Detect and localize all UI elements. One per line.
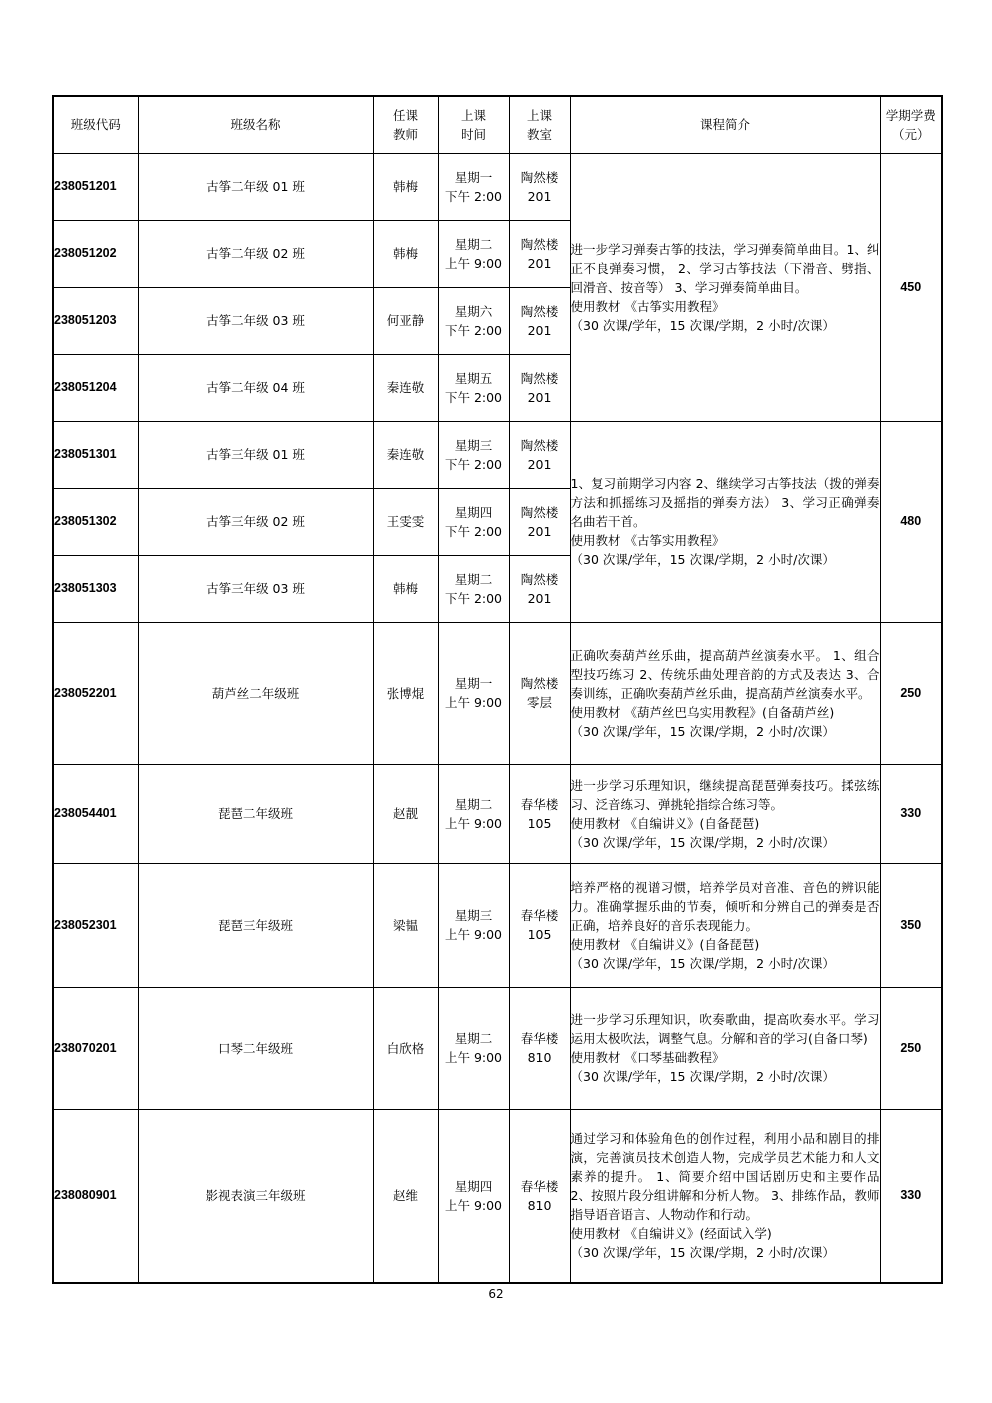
classroom: 陶然楼 201 <box>509 287 570 354</box>
class-name: 古筝二年级 04 班 <box>138 354 373 421</box>
header-semester-fee: 学期学费 （元） <box>880 96 942 153</box>
teacher-name: 梁韫 <box>373 863 438 987</box>
class-time: 星期四 下午 2:00 <box>438 488 509 555</box>
class-code: 238051302 <box>53 488 138 555</box>
class-time: 星期一 上午 9:00 <box>438 622 509 764</box>
table-row <box>53 1109 942 1283</box>
class-time: 星期二 下午 2:00 <box>438 555 509 622</box>
table-header-row <box>53 96 942 153</box>
teacher-name: 韩梅 <box>373 555 438 622</box>
course-description: 进一步学习乐理知识，吹奏歌曲，提高吹奏水平。学习运用太极吹法，调整气息。分解和音的学习(自备口琴) 使用教材 《口琴基础教程》 （30 次课/学年，15 次课/学期，2 小时/次课） <box>570 987 880 1109</box>
class-code: 238051203 <box>53 287 138 354</box>
classroom: 陶然楼 201 <box>509 220 570 287</box>
header-teacher: 任课 教师 <box>373 96 438 153</box>
classroom: 春华楼 810 <box>509 987 570 1109</box>
teacher-name: 白欣格 <box>373 987 438 1109</box>
class-time: 星期二 上午 9:00 <box>438 764 509 863</box>
classroom: 春华楼 105 <box>509 764 570 863</box>
semester-fee: 250 <box>880 987 942 1109</box>
class-name: 古筝三年级 02 班 <box>138 488 373 555</box>
header-course-description: 课程简介 <box>570 96 880 153</box>
class-name: 古筝二年级 03 班 <box>138 287 373 354</box>
header-class-code: 班级代码 <box>53 96 138 153</box>
table-row <box>53 622 942 764</box>
class-name: 古筝二年级 02 班 <box>138 220 373 287</box>
semester-fee: 330 <box>880 764 942 863</box>
classroom: 春华楼 810 <box>509 1109 570 1283</box>
class-code: 238051201 <box>53 153 138 220</box>
class-code: 238080901 <box>53 1109 138 1283</box>
course-description: 通过学习和体验角色的创作过程，利用小品和剧目的排演，完善演员技术创造人物，完成学员艺术能力和人文素养的提升。 1、简要介绍中国话剧历史和主要作品 2、按照片段分组讲解和分析人物。 3、排练作品，教师指导语音语言、人物动作和行动。 使用教材 《自编讲义》(经面试入学) （30 次课/学年，15 次课/学期，2 小时/次课） <box>570 1109 880 1283</box>
class-time: 星期一 下午 2:00 <box>438 153 509 220</box>
teacher-name: 秦连敬 <box>373 354 438 421</box>
teacher-name: 王雯雯 <box>373 488 438 555</box>
class-time: 星期二 上午 9:00 <box>438 987 509 1109</box>
class-name: 琵琶二年级班 <box>138 764 373 863</box>
course-description: 进一步学习乐理知识，继续提高琵琶弹奏技巧。揉弦练习、泛音练习、弹挑轮指综合练习等。 使用教材 《自编讲义》(自备琵琶) （30 次课/学年，15 次课/学期，2 小时/次课） <box>570 764 880 863</box>
semester-fee: 250 <box>880 622 942 764</box>
teacher-name: 赵靓 <box>373 764 438 863</box>
class-time: 星期五 下午 2:00 <box>438 354 509 421</box>
class-name: 古筝三年级 01 班 <box>138 421 373 488</box>
class-code: 238051301 <box>53 421 138 488</box>
class-time: 星期三 上午 9:00 <box>438 863 509 987</box>
course-description: 正确吹奏葫芦丝乐曲，提高葫芦丝演奏水平。 1、组合型技巧练习 2、传统乐曲处理音韵的方式及表达 3、合奏训练，正确吹奏葫芦丝乐曲，提高葫芦丝演奏水平。 使用教材 《葫芦丝巴乌实用教程》(自备葫芦丝) （30 次课/学年，15 次课/学期，2 小时/次课） <box>570 622 880 764</box>
class-code: 238052301 <box>53 863 138 987</box>
teacher-name: 韩梅 <box>373 220 438 287</box>
table-row <box>53 863 942 987</box>
class-time: 星期三 下午 2:00 <box>438 421 509 488</box>
class-name: 影视表演三年级班 <box>138 1109 373 1283</box>
course-description: 1、复习前期学习内容 2、继续学习古筝技法（拨的弹奏方法和抓摇练习及摇指的弹奏方法） 3、学习正确弹奏名曲若干首。 使用教材 《古筝实用教程》 （30 次课/学年，15 次课/学期，2 小时/次课） <box>570 421 880 622</box>
header-class-name: 班级名称 <box>138 96 373 153</box>
classroom: 陶然楼 201 <box>509 488 570 555</box>
page-number: 62 <box>488 1287 504 1301</box>
class-code: 238051202 <box>53 220 138 287</box>
course-description: 培养严格的视谱习惯，培养学员对音准、音色的辨识能力。准确掌握乐曲的节奏，倾听和分辨自己的弹奏是否正确，培养良好的音乐表现能力。 使用教材 《自编讲义》(自备琵琶) （30 次课/学年，15 次课/学期，2 小时/次课） <box>570 863 880 987</box>
classroom: 陶然楼 201 <box>509 555 570 622</box>
class-time: 星期六 下午 2:00 <box>438 287 509 354</box>
classroom: 陶然楼 零层 <box>509 622 570 764</box>
class-time: 星期四 上午 9:00 <box>438 1109 509 1283</box>
class-name: 琵琶三年级班 <box>138 863 373 987</box>
course-description: 进一步学习弹奏古筝的技法，学习弹奏简单曲目。1、纠正不良弹奏习惯， 2、学习古筝技法（下滑音、劈指、回滑音、按音等） 3、学习弹奏简单曲目。 使用教材 《古筝实用教程》 （30 次课/学年，15 次课/学期，2 小时/次课） <box>570 153 880 421</box>
class-code: 238051204 <box>53 354 138 421</box>
class-code: 238051303 <box>53 555 138 622</box>
teacher-name: 张博焜 <box>373 622 438 764</box>
class-code: 238054401 <box>53 764 138 863</box>
teacher-name: 韩梅 <box>373 153 438 220</box>
header-classroom: 上课 教室 <box>509 96 570 153</box>
table-row <box>53 421 942 488</box>
class-name: 口琴二年级班 <box>138 987 373 1109</box>
semester-fee: 480 <box>880 421 942 622</box>
table-row <box>53 764 942 863</box>
teacher-name: 何亚静 <box>373 287 438 354</box>
table-row <box>53 153 942 220</box>
teacher-name: 秦连敬 <box>373 421 438 488</box>
classroom: 陶然楼 201 <box>509 354 570 421</box>
class-name: 古筝二年级 01 班 <box>138 153 373 220</box>
teacher-name: 赵维 <box>373 1109 438 1283</box>
course-schedule-table <box>52 95 943 1284</box>
classroom: 陶然楼 201 <box>509 421 570 488</box>
class-name: 葫芦丝二年级班 <box>138 622 373 764</box>
classroom: 春华楼 105 <box>509 863 570 987</box>
semester-fee: 350 <box>880 863 942 987</box>
semester-fee: 330 <box>880 1109 942 1283</box>
class-time: 星期二 上午 9:00 <box>438 220 509 287</box>
classroom: 陶然楼 201 <box>509 153 570 220</box>
class-name: 古筝三年级 03 班 <box>138 555 373 622</box>
table-row <box>53 987 942 1109</box>
semester-fee: 450 <box>880 153 942 421</box>
header-class-time: 上课 时间 <box>438 96 509 153</box>
class-code: 238052201 <box>53 622 138 764</box>
class-code: 238070201 <box>53 987 138 1109</box>
